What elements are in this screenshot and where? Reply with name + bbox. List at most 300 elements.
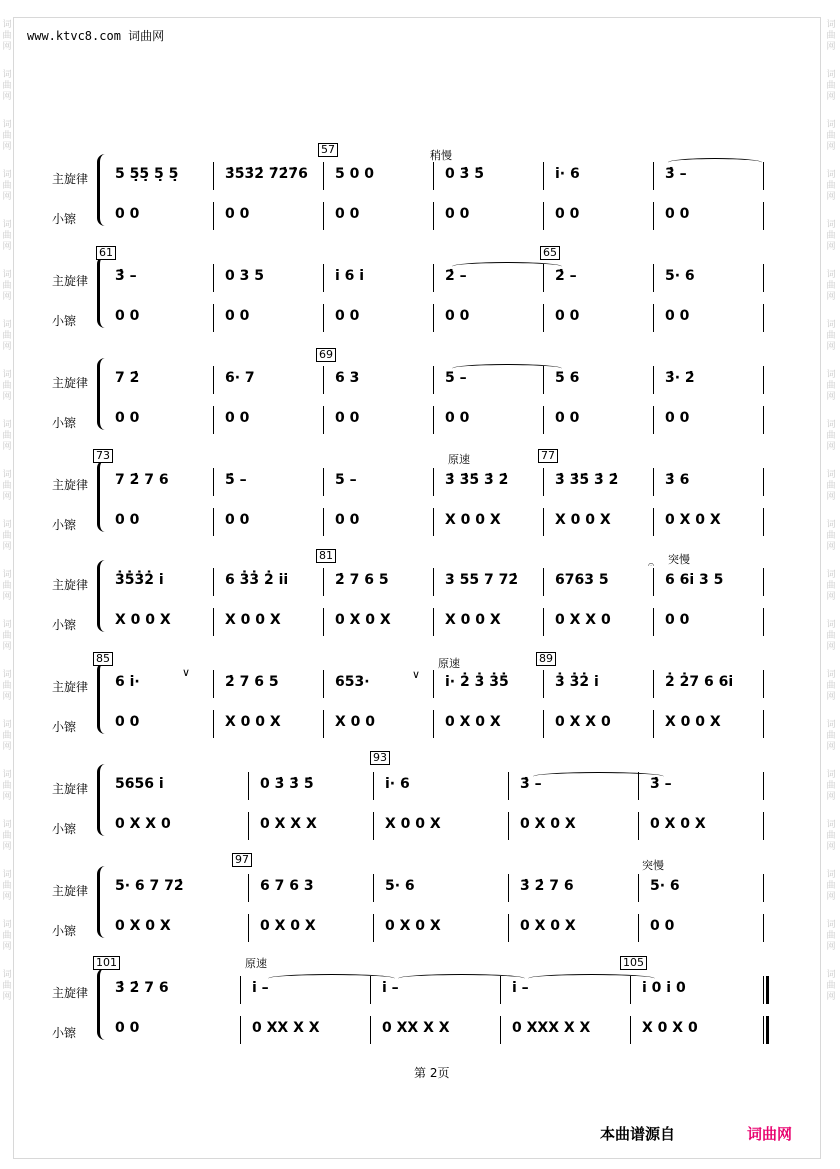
measure-number: 101 <box>93 956 120 970</box>
barline <box>543 468 544 496</box>
barline <box>763 202 764 230</box>
barline <box>240 976 241 1004</box>
barline <box>653 202 654 230</box>
watermark-text: 词曲网 <box>826 170 836 202</box>
cymbal-measure: 0 0 <box>650 918 675 934</box>
cymbal-label: 小镲 <box>52 1026 77 1040</box>
cymbal-measure: 0 0 <box>225 206 250 222</box>
barline <box>508 772 509 800</box>
watermark-text: 词曲网 <box>826 920 836 952</box>
barline <box>213 670 214 698</box>
barline <box>653 264 654 292</box>
barline <box>763 1016 764 1044</box>
cymbal-measure: 0 X X X <box>260 816 317 832</box>
barline <box>213 264 214 292</box>
barline <box>508 874 509 902</box>
measure-number: 97 <box>232 853 252 867</box>
watermark-text: 词曲网 <box>826 570 836 602</box>
barline <box>763 468 764 496</box>
melody-label: 主旋律 <box>52 578 89 592</box>
tie-arc <box>668 158 762 167</box>
melody-measure: 0 3̇ 5̇ <box>445 166 484 182</box>
watermark-text: 词曲网 <box>2 370 12 402</box>
melody-label: 主旋律 <box>52 986 89 1000</box>
watermark-text: 词曲网 <box>826 670 836 702</box>
cymbal-measure: 0 X 0 X <box>335 612 391 628</box>
watermark-text: 词曲网 <box>2 270 12 302</box>
barline <box>433 304 434 332</box>
barline <box>433 366 434 394</box>
melody-measure: 5· 6 <box>650 878 680 894</box>
tie-arc <box>452 364 562 373</box>
cymbal-measure: 0 0 <box>445 206 470 222</box>
cymbal-measure: 0 XX X X <box>252 1020 320 1036</box>
watermark-text: 词曲网 <box>826 470 836 502</box>
cymbal-measure: 0 0 <box>225 512 250 528</box>
barline <box>433 568 434 596</box>
melody-measure: 3̇· 2̇ <box>665 370 695 386</box>
barline <box>763 162 764 190</box>
cymbal-measure: 0 0 <box>335 512 360 528</box>
barline <box>323 406 324 434</box>
barline <box>373 874 374 902</box>
barline <box>638 914 639 942</box>
watermark-text: 词曲网 <box>2 670 12 702</box>
barline <box>433 162 434 190</box>
barline <box>653 304 654 332</box>
tempo-annotation: ∨ <box>412 668 421 681</box>
watermark-text: 词曲网 <box>2 70 12 102</box>
system-brace <box>97 256 110 328</box>
watermark-text: 词曲网 <box>826 420 836 452</box>
cymbal-measure: 0 0 <box>665 410 690 426</box>
barline <box>653 568 654 596</box>
watermark-text: 词曲网 <box>2 620 12 652</box>
barline <box>543 710 544 738</box>
melody-measure: i 0 i 0 <box>642 980 686 996</box>
melody-measure: 5 – <box>445 370 467 386</box>
measure-number: 65 <box>540 246 560 260</box>
watermark-text: 词曲网 <box>826 320 836 352</box>
barline <box>213 568 214 596</box>
barline <box>763 772 764 800</box>
cymbal-measure: 0 X 0 X <box>115 918 171 934</box>
barline <box>653 366 654 394</box>
barline <box>653 162 654 190</box>
melody-measure: 0 3̇ 3̇ 5̇ <box>260 776 314 792</box>
cymbal-measure: 0 XX X X <box>382 1020 450 1036</box>
barline <box>433 202 434 230</box>
cymbal-measure: 0 0 <box>555 308 580 324</box>
barline <box>763 568 764 596</box>
watermark-text: 词曲网 <box>826 520 836 552</box>
barline <box>763 670 764 698</box>
staff-system <box>0 456 840 536</box>
melody-measure: 7 2̇ 7 6 <box>115 472 169 488</box>
cymbal-measure: 0 X 0 X <box>650 816 706 832</box>
cymbal-measure: X 0 0 X <box>555 512 611 528</box>
watermark-text: 词曲网 <box>2 120 12 152</box>
barline <box>543 670 544 698</box>
barline <box>213 304 214 332</box>
watermark-text: 词曲网 <box>826 70 836 102</box>
watermark-text: 词曲网 <box>826 270 836 302</box>
barline <box>370 1016 371 1044</box>
barline <box>373 772 374 800</box>
melody-measure: i· 6 <box>555 166 580 182</box>
barline <box>323 264 324 292</box>
melody-measure: 5 6 <box>555 370 580 386</box>
melody-measure: 3̇ 3̇2̇ i <box>555 674 599 690</box>
melody-measure: 0 3 5 <box>225 268 264 284</box>
watermark-text: 词曲网 <box>826 620 836 652</box>
watermark-text: 词曲网 <box>826 820 836 852</box>
page-header <box>27 27 164 44</box>
melody-measure: 3̇ 2̇ 7 6 <box>115 980 169 996</box>
tie-arc <box>528 974 655 983</box>
footer-brand: 词曲网 <box>747 1125 793 1143</box>
cymbal-measure: 0 X 0 X <box>520 918 576 934</box>
cymbal-label: 小镲 <box>52 822 77 836</box>
barline <box>433 406 434 434</box>
watermark-text: 词曲网 <box>2 870 12 902</box>
cymbal-measure: 0 X 0 X <box>665 512 721 528</box>
staff-system <box>0 760 840 840</box>
melody-measure: 653· <box>335 674 370 690</box>
measure-number: 81 <box>316 549 336 563</box>
barline <box>213 608 214 636</box>
barline <box>653 406 654 434</box>
barline <box>763 608 764 636</box>
melody-measure: i 6 i <box>335 268 365 284</box>
watermark-text: 词曲网 <box>2 20 12 52</box>
barline <box>763 508 764 536</box>
measure-number: 57 <box>318 143 338 157</box>
cymbal-measure: 0 0 <box>115 308 140 324</box>
melody-measure: 3 55 7 72̇ <box>445 572 519 588</box>
barline <box>433 608 434 636</box>
measure-number: 93 <box>370 751 390 765</box>
barline <box>433 710 434 738</box>
staff-system <box>0 354 840 434</box>
cymbal-measure: X 0 0 X <box>445 512 501 528</box>
cymbal-label: 小镲 <box>52 212 77 226</box>
barline <box>213 710 214 738</box>
barline <box>323 162 324 190</box>
watermark-text: 词曲网 <box>2 470 12 502</box>
barline <box>653 508 654 536</box>
cymbal-measure: 0 0 <box>555 206 580 222</box>
cymbal-label: 小镲 <box>52 720 77 734</box>
melody-label: 主旋律 <box>52 884 89 898</box>
system-brace <box>97 460 110 532</box>
watermark-text: 词曲网 <box>2 920 12 952</box>
measure-number: 85 <box>93 652 113 666</box>
melody-label: 主旋律 <box>52 274 89 288</box>
melody-measure: 6· 7 <box>225 370 255 386</box>
tempo-annotation: 原速 <box>448 453 470 466</box>
melody-measure: 2̇ – <box>555 268 577 284</box>
watermark-text: 词曲网 <box>826 20 836 52</box>
cymbal-measure: 0 0 <box>665 206 690 222</box>
barline <box>630 1016 631 1044</box>
cymbal-measure: 0 0 <box>445 410 470 426</box>
tempo-annotation: 原速 <box>438 657 460 670</box>
barline <box>323 202 324 230</box>
melody-measure: 6 3 <box>335 370 360 386</box>
system-brace <box>97 560 110 632</box>
melody-measure: i· 2̇ 3̇ 3̇5̇ <box>445 674 509 690</box>
melody-measure: 5· 6 <box>385 878 415 894</box>
page-number: 第 2页 <box>414 1066 450 1080</box>
system-brace <box>97 866 110 938</box>
melody-measure: 6 3̇3̇ 2̇ ii <box>225 572 289 588</box>
barline <box>323 508 324 536</box>
watermark-text: 词曲网 <box>826 370 836 402</box>
melody-measure: 7 2̇ <box>115 370 140 386</box>
barline <box>500 1016 501 1044</box>
barline <box>433 670 434 698</box>
melody-measure: 2̇ 2̇7 6 6i <box>665 674 734 690</box>
barline <box>763 304 764 332</box>
barline <box>373 812 374 840</box>
melody-measure: 3̇ 6 <box>665 472 690 488</box>
melody-label: 主旋律 <box>52 680 89 694</box>
tie-arc <box>452 262 562 271</box>
cymbal-measure: 0 X 0 X <box>520 816 576 832</box>
cymbal-measure: 0 0 <box>665 308 690 324</box>
barline <box>213 508 214 536</box>
tempo-annotation: 𝄐 <box>648 558 655 571</box>
melody-measure: 3̇5̇3̇2̇ i <box>115 572 164 588</box>
cymbal-measure: 0 X 0 X <box>385 918 441 934</box>
barline <box>213 202 214 230</box>
melody-measure: 3̇5̇3̇2̇ 7̇2̇7̇6 <box>225 166 308 182</box>
melody-label: 主旋律 <box>52 478 89 492</box>
system-brace <box>97 968 110 1040</box>
melody-label: 主旋律 <box>52 172 89 186</box>
melody-label: 主旋律 <box>52 376 89 390</box>
barline <box>323 670 324 698</box>
site-url: www.ktvc8.com <box>27 29 121 43</box>
watermark-text: 词曲网 <box>2 170 12 202</box>
staff-system <box>0 252 840 332</box>
melody-measure: 5 5̣5̣ 5̣ 5̣ <box>115 166 179 182</box>
barline <box>653 608 654 636</box>
barline <box>763 914 764 942</box>
tie-arc <box>268 974 395 983</box>
barline <box>543 304 544 332</box>
barline <box>213 366 214 394</box>
staff-system <box>0 862 840 942</box>
melody-measure: 5 0 0 <box>335 166 374 182</box>
barline <box>763 874 764 902</box>
barline <box>248 812 249 840</box>
barline <box>213 406 214 434</box>
melody-label: 主旋律 <box>52 782 89 796</box>
footer-source: 本曲谱源自 <box>600 1125 676 1143</box>
melody-measure: 6 7 6 3 <box>260 878 314 894</box>
watermark-text: 词曲网 <box>2 820 12 852</box>
melody-measure: i – <box>512 980 529 996</box>
cymbal-measure: X 0 0 X <box>445 612 501 628</box>
barline <box>543 162 544 190</box>
barline <box>543 608 544 636</box>
melody-measure: 2̇ 7 6 5 <box>225 674 279 690</box>
cymbal-measure: X 0 X 0 <box>642 1020 698 1036</box>
melody-measure: 2̇ – <box>445 268 467 284</box>
cymbal-measure: X 0 0 X <box>225 714 281 730</box>
barline <box>248 772 249 800</box>
melody-measure: i· 6 <box>385 776 410 792</box>
barline <box>653 670 654 698</box>
tempo-annotation: 原速 <box>245 957 267 970</box>
cymbal-measure: X 0 0 X <box>115 612 171 628</box>
barline <box>653 468 654 496</box>
barline <box>323 608 324 636</box>
watermark-text: 词曲网 <box>826 970 836 1002</box>
melody-measure: 3̇ 3̇5̇ 3̇ 2̇ <box>445 472 509 488</box>
watermark-text: 词曲网 <box>2 570 12 602</box>
watermark-text: 词曲网 <box>2 770 12 802</box>
cymbal-measure: 0 0 <box>225 410 250 426</box>
watermark-text: 词曲网 <box>2 420 12 452</box>
melody-measure: 3̇ 3̇5̇ 3̇ 2̇ <box>555 472 619 488</box>
cymbal-measure: 0 0 <box>335 410 360 426</box>
barline <box>508 812 509 840</box>
system-brace <box>97 662 110 734</box>
barline <box>763 710 764 738</box>
melody-measure: 3̇ – <box>115 268 137 284</box>
final-barline <box>766 1016 769 1044</box>
watermark-text: 词曲网 <box>2 720 12 752</box>
cymbal-measure: X 0 0 X <box>665 714 721 730</box>
melody-measure: 3̇ – <box>665 166 687 182</box>
cymbal-label: 小镲 <box>52 618 77 632</box>
cymbal-measure: 0 0 <box>445 308 470 324</box>
cymbal-label: 小镲 <box>52 416 77 430</box>
cymbal-measure: 0 0 <box>115 512 140 528</box>
melody-measure: 5656 i <box>115 776 164 792</box>
barline <box>240 1016 241 1044</box>
melody-measure: 3̇ – <box>650 776 672 792</box>
barline <box>323 710 324 738</box>
watermark-text: 词曲网 <box>826 220 836 252</box>
melody-measure: 6763 5 <box>555 572 609 588</box>
barline <box>248 914 249 942</box>
measure-number: 89 <box>536 652 556 666</box>
barline <box>323 304 324 332</box>
system-brace <box>97 764 110 836</box>
measure-number: 73 <box>93 449 113 463</box>
watermark-text: 词曲网 <box>826 720 836 752</box>
barline <box>433 468 434 496</box>
barline <box>213 468 214 496</box>
measure-number: 69 <box>316 348 336 362</box>
melody-measure: i – <box>382 980 399 996</box>
barline <box>433 508 434 536</box>
cymbal-measure: X 0 0 <box>335 714 376 730</box>
cymbal-measure: 0 0 <box>115 410 140 426</box>
cymbal-measure: 0 X X 0 <box>555 714 611 730</box>
watermark-text: 词曲网 <box>826 770 836 802</box>
barline <box>653 710 654 738</box>
tempo-annotation: ∨ <box>182 666 191 679</box>
barline <box>763 366 764 394</box>
melody-measure: 6 6i 3 5 <box>665 572 724 588</box>
melody-measure: i – <box>252 980 269 996</box>
melody-measure: 5· 6 7 72̇ <box>115 878 184 894</box>
barline <box>763 976 764 1004</box>
cymbal-measure: 0 0 <box>335 206 360 222</box>
watermark-text: 词曲网 <box>2 320 12 352</box>
barline <box>763 406 764 434</box>
cymbal-measure: X 0 0 X <box>225 612 281 628</box>
melody-measure: 3̇ 2̇ 7 6 <box>520 878 574 894</box>
barline <box>763 264 764 292</box>
staff-system <box>0 556 840 636</box>
measure-number: 77 <box>538 449 558 463</box>
melody-measure: 5· 6 <box>665 268 695 284</box>
cymbal-measure: 0 0 <box>115 714 140 730</box>
watermark-text: 词曲网 <box>826 120 836 152</box>
barline <box>433 264 434 292</box>
cymbal-measure: 0 X 0 X <box>260 918 316 934</box>
barline <box>638 874 639 902</box>
cymbal-measure: 0 0 <box>115 1020 140 1036</box>
system-brace <box>97 358 110 430</box>
melody-measure: 6 i· <box>115 674 140 690</box>
watermark-text: 词曲网 <box>826 870 836 902</box>
watermark-text: 词曲网 <box>2 520 12 552</box>
barline <box>248 874 249 902</box>
cymbal-measure: 0 0 <box>225 308 250 324</box>
barline <box>323 468 324 496</box>
final-barline <box>766 976 769 1004</box>
barline <box>638 812 639 840</box>
cymbal-label: 小镲 <box>52 314 77 328</box>
barline <box>508 914 509 942</box>
cymbal-measure: 0 0 <box>335 308 360 324</box>
cymbal-label: 小镲 <box>52 518 77 532</box>
barline <box>543 508 544 536</box>
barline <box>323 366 324 394</box>
melody-measure: 3̇ – <box>520 776 542 792</box>
tempo-annotation: 突慢 <box>668 553 690 566</box>
barline <box>543 202 544 230</box>
barline <box>543 406 544 434</box>
cymbal-measure: 0 XXX X X <box>512 1020 591 1036</box>
tempo-annotation: 突慢 <box>642 859 664 872</box>
barline <box>543 568 544 596</box>
cymbal-measure: 0 X X 0 <box>115 816 171 832</box>
cymbal-measure: 0 0 <box>665 612 690 628</box>
measure-number: 105 <box>620 956 647 970</box>
cymbal-measure: 0 X X 0 <box>555 612 611 628</box>
cymbal-measure: 0 0 <box>115 206 140 222</box>
cymbal-measure: 0 0 <box>555 410 580 426</box>
barline <box>373 914 374 942</box>
cymbal-measure: X 0 0 X <box>385 816 441 832</box>
tie-arc <box>533 772 664 781</box>
tie-arc <box>398 974 525 983</box>
tempo-annotation: 稍慢 <box>430 149 452 162</box>
barline <box>213 162 214 190</box>
site-name: 词曲网 <box>128 29 165 43</box>
melody-measure: 5 – <box>335 472 357 488</box>
watermark-text: 词曲网 <box>2 220 12 252</box>
watermark-text: 词曲网 <box>2 970 12 1002</box>
